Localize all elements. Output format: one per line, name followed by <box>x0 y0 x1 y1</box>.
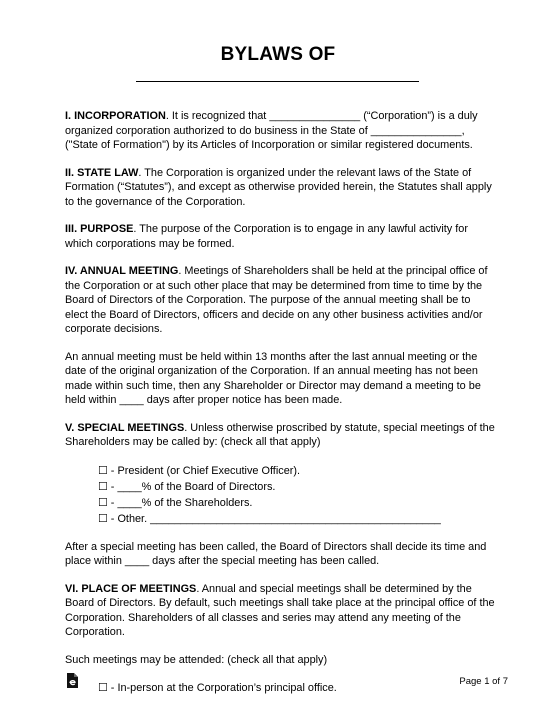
section-heading: II. STATE LAW <box>65 166 139 179</box>
section-text: . Meetings of Shareholders shall be held at the principal office of the Corporation or at such other place that may be determined from time to time by the Board of Directors of the Corporation. The purpose of the annual meeting shall be to elect the Board of Directors, officers and decide on any other business activities and/or corporate decisions. <box>65 265 488 335</box>
page-number: Page 1 of 7 <box>459 676 508 687</box>
section-text: . The purpose of the Corporation is to engage in any lawful activity for which corporations may be formed. <box>65 223 468 250</box>
checkbox-option-in-person[interactable]: ☐ - In-person at the Corporation’s principal office. <box>98 682 337 694</box>
corporation-name-blank-line <box>136 81 419 82</box>
section-heading: III. PURPOSE <box>65 223 134 235</box>
section-text: . Annual and special meetings shall be determined by the Board of Directors. By default, such meetings shall take place at the principal office of the Corporation. Shareholders of all classes and series may attend any meeting of the Corporation. <box>65 582 495 638</box>
attendance-options <box>65 680 495 696</box>
special-meetings-options <box>65 463 495 527</box>
section-special-meetings <box>65 421 495 450</box>
section-heading: V. SPECIAL MEETINGS <box>65 421 185 434</box>
section-heading: IV. ANNUAL MEETING <box>65 265 179 277</box>
section-text: . Unless otherwise proscribed by statute, special meetings of the Shareholders may be called by: (check all that apply) <box>65 421 495 448</box>
document-title: BYLAWS OF <box>220 44 336 65</box>
document-body <box>65 109 495 709</box>
special-meetings-paragraph-2: After a special meeting has been called, the Board of Directors shall decide its time and place within ____ days after the special meeting has been called. <box>65 540 487 567</box>
place-of-meetings-paragraph-2: Such meetings may be attended: (check all that apply) <box>65 653 328 666</box>
section-annual-meeting <box>65 264 495 337</box>
section-purpose <box>65 222 495 251</box>
section-state-law <box>65 166 495 210</box>
section-text: . It is recognized that _______________ (“Corporation”) is a duly organized corporation authorized to do business in the State of _______________, ("State of Formation") by its Articles of Incorporation or similar registered documents. <box>65 110 478 151</box>
section-incorporation <box>65 109 495 153</box>
checkbox-option-board-percent[interactable]: ☐ - ____% of the Board of Directors. <box>98 480 276 493</box>
eforms-logo-icon <box>66 672 79 694</box>
section-text: . The Corporation is organized under the relevant laws of the State of Formation (“Statutes”), and except as otherwise provided herein, the Statutes shall apply to the governance of the Corporation. <box>65 166 492 208</box>
checkbox-option-president[interactable]: ☐ - President (or Chief Executive Officer). <box>98 464 301 477</box>
checkbox-option-other[interactable]: ☐ - Other. ________________________________________________ <box>98 512 441 525</box>
section-heading: I. INCORPORATION <box>65 110 166 122</box>
section-place-of-meetings <box>65 582 495 640</box>
checkbox-option-shareholders-percent[interactable]: ☐ - ____% of the Shareholders. <box>98 496 253 509</box>
annual-meeting-paragraph-2: An annual meeting must be held within 13 months after the last annual meeting or the date of the original organization of the Corporation. If an annual meeting has not been made within such time, then any Shareholder or Director may demand a meeting to be held within ____ days after proper notice has been made. <box>65 350 481 406</box>
section-heading: VI. PLACE OF MEETINGS <box>65 582 197 595</box>
